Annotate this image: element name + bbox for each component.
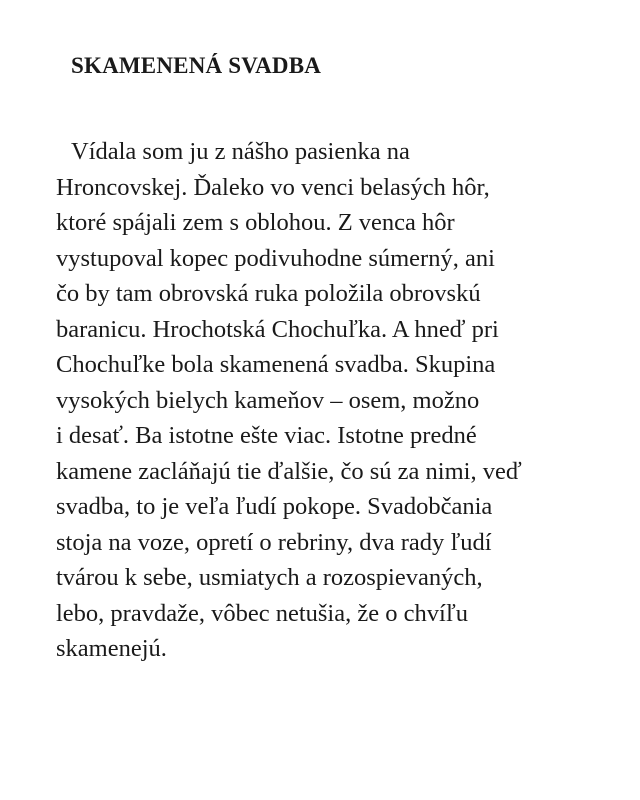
text-line: čo by tam obrovská ruka položila obrovskú — [56, 280, 481, 307]
text-line: stoja na voze, opretí o rebriny, dva rady ľudí — [56, 528, 492, 556]
text-line: Hroncovskej. Ďaleko vo venci belasých hôr, — [56, 173, 490, 201]
text-line: svadba, to je veľa ľudí pokope. Svadobčania — [56, 493, 493, 520]
text-line: Vídala som ju z nášho pasienka na — [71, 138, 410, 165]
page-title: SKAMENENÁ SVADBA — [71, 53, 322, 78]
text-line: tvárou k sebe, usmiatych a rozospievaných, — [56, 564, 483, 591]
body-paragraph — [56, 134, 522, 667]
text-line: i desať. Ba istotne ešte viac. Istotne predné — [56, 422, 477, 449]
text-line: baranicu. Hrochotská Chochuľka. A hneď pri — [56, 315, 499, 343]
text-line: vysokých bielych kameňov – osem, možno — [56, 386, 480, 414]
text-line: vystupoval kopec podivuhodne súmerný, ani — [56, 244, 495, 272]
text-line: lebo, pravdaže, vôbec netušia, že o chvíľu — [56, 599, 468, 627]
text-line: skamenejú. — [56, 635, 167, 662]
text-line: Chochuľke bola skamenená svadba. Skupina — [56, 351, 496, 378]
text-line: kamene zacláňajú tie ďalšie, čo sú za nimi, veď — [56, 457, 522, 485]
text-line: ktoré spájali zem s oblohou. Z venca hôr — [56, 209, 455, 236]
